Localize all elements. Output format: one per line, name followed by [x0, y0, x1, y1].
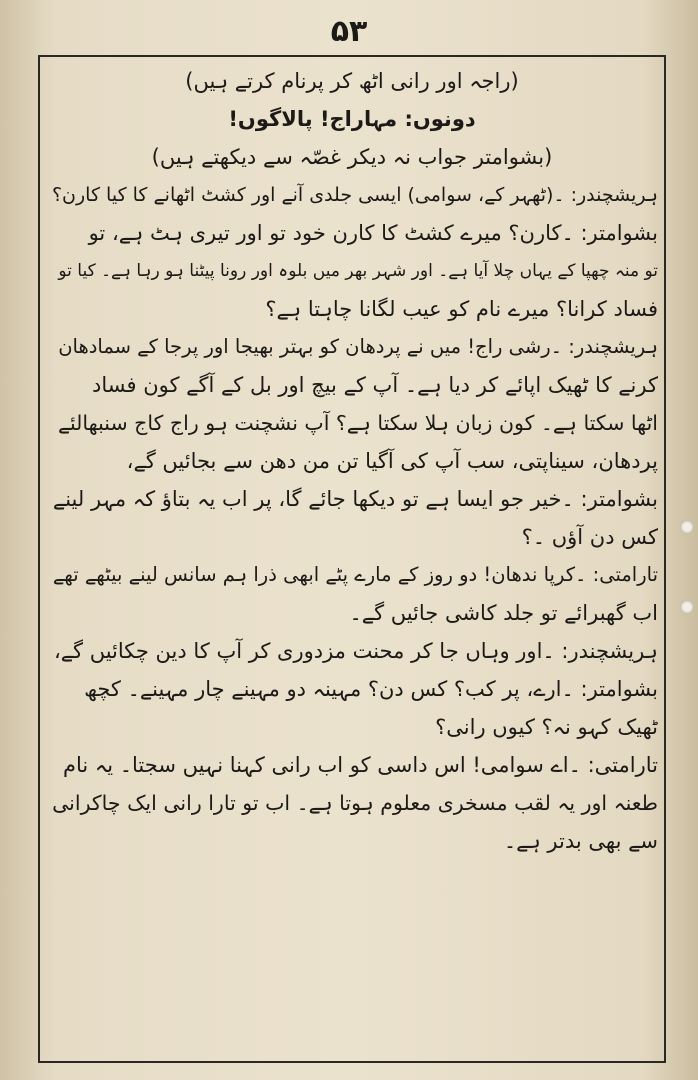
text-line: بشوامتر: ۔خیر جو ایسا ہے تو دیکھا جائے گا، پر اب یہ بتاؤ کہ مہر لینے	[52, 487, 658, 511]
text-line: (بشوامتر جواب نہ دیکر غصّہ سے دیکھتے ہیں)	[151, 145, 553, 169]
text-line: بشوامتر: ۔کارن؟ میرے کشٹ کا کارن خود تو اور تیری ہٹ ہے، تو	[88, 221, 658, 245]
text-line: اب گھبرائے تو جلد کاشی جائیں گے۔	[349, 601, 658, 625]
text-line: اٹھا سکتا ہے۔ کون زبان ہلا سکتا ہے؟ آپ نشچنت ہو راج کاج سنبھالئے	[57, 411, 658, 435]
text-line: تارامتی: ۔کرپا ندھان! دو روز کے مارے پٹے ابھی ذرا ہم سانس لینے بیٹھے تھے	[52, 563, 658, 586]
text-line: بشوامتر: ۔ارے، پر کب؟ کس دن؟ مہینہ دو مہینے چار مہینے۔ کچھ	[84, 677, 658, 701]
punch-hole	[680, 600, 694, 614]
text-line: تارامتی: ۔اے سوامی! اس داسی کو اب رانی کہنا نہیں سجتا۔ یہ نام	[62, 753, 658, 777]
page-number: ۵۳	[330, 14, 368, 49]
text-line: فساد کرانا؟ میرے نام کو عیب لگانا چاہتا ہے؟	[265, 297, 658, 321]
text-line: کس دن آؤں ۔؟	[521, 525, 658, 549]
text-line: ہریشچندر: ۔(ٹھہر کے، سوامی) ایسی جلدی آنے اور کشٹ اٹھانے کا کیا کارن؟	[51, 184, 658, 206]
text-line: ہریشچندر: ۔رشی راج! میں نے پردھان کو بہتر بھیجا اور پرجا کے سمادھان	[58, 335, 658, 358]
text-line: (راجہ اور رانی اٹھ کر پرنام کرتے ہیں)	[185, 69, 519, 93]
text-line: دونوں: مہاراج! پالاگوں!	[228, 107, 476, 131]
text-line: پردھان، سیناپتی، سب آپ کی آگیا تن من دھن سے بجائیں گے،	[126, 449, 658, 473]
text-line: کرنے کا ٹھیک اپائے کر دیا ہے۔ آپ کے بیچ اور بل کے آگے کون فساد	[92, 373, 658, 397]
text-line: ہریشچندر: ۔اور وہاں جا کر محنت مزدوری کر آپ کا دین چکائیں گے،	[53, 639, 658, 663]
punch-hole	[680, 520, 694, 534]
text-block	[46, 62, 658, 860]
text-line: سے بھی بدتر ہے۔	[503, 829, 658, 853]
text-line: طعنہ اور یہ لقب مسخری معلوم ہوتا ہے۔ اب تو تارا رانی ایک چاکرانی	[52, 791, 658, 815]
text-line: تو منہ چھپا کے یہاں چلا آیا ہے۔ اور شہر بھر میں بلوہ اور رونا پیٹنا ہو رہا ہے۔ کیا تو	[58, 261, 658, 281]
text-line: ٹھیک کہو نہ؟ کیوں رانی؟	[435, 715, 658, 739]
